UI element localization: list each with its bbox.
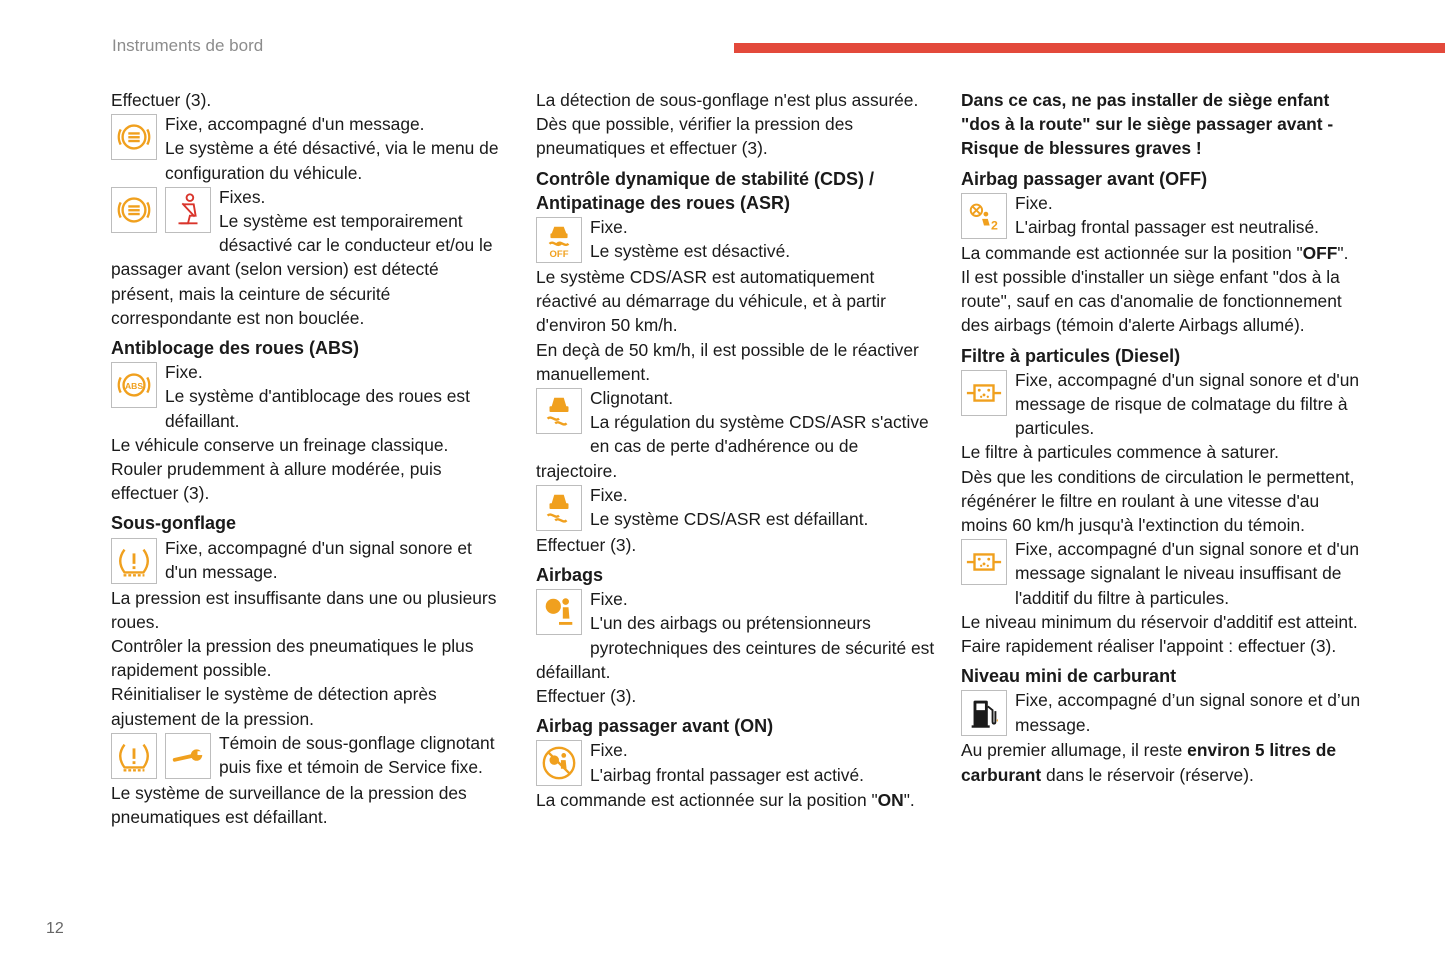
indicator-block	[111, 536, 506, 586]
indicator-block	[961, 191, 1361, 241]
indicator-description: L'un des airbags ou prétensionneurs pyrotechniques des ceintures de sécurité est défaillant.	[536, 613, 935, 682]
paragraph: Le système CDS/ASR est automatiquement réactivé au démarrage du véhicule, et à partir d'environ 50 km/h.	[536, 267, 886, 336]
paragraph: Réinitialiser le système de détection après ajustement de la pression.	[111, 684, 437, 729]
indicator-description: Fixe, accompagné d'un signal sonore et d'un message de risque de colmatage du filtre à particules.	[1015, 369, 1360, 439]
text-fragment: ".	[903, 790, 915, 811]
indicator-state: Fixe.	[1015, 192, 1053, 213]
indicator-description: Fixe, accompagné d'un signal sonore et d'un message.	[165, 537, 472, 582]
esp-off-icon	[536, 217, 582, 263]
paragraph	[536, 788, 936, 812]
column-3	[961, 88, 1361, 787]
indicator-state: Fixe, accompagné d'un message.	[165, 114, 425, 135]
text-fragment: La commande est actionnée sur la position "	[536, 790, 878, 811]
section-heading-airbag-on: Airbag passager avant (ON)	[536, 716, 774, 737]
indicator-block	[111, 112, 506, 185]
tyre-pressure-icon	[111, 733, 157, 779]
page-number: 12	[46, 920, 64, 937]
section-heading-airbag-off: Airbag passager avant (OFF)	[961, 168, 1208, 189]
indicator-description: Le système a été désactivé, via le menu de configuration du véhicule.	[165, 138, 499, 183]
airbag-off-icon	[961, 193, 1007, 239]
indicator-block	[536, 386, 936, 483]
header-accent-bar	[734, 43, 1445, 53]
esp-icon	[536, 388, 582, 434]
indicator-block	[961, 368, 1361, 441]
text-fragment: Au premier allumage, il reste	[961, 740, 1188, 761]
particle-filter-icon	[961, 539, 1007, 585]
indicator-block	[961, 537, 1361, 610]
indicator-block	[111, 360, 506, 433]
text-fragment: dans le réservoir (réserve).	[1041, 764, 1254, 785]
svg-text:2: 2	[991, 218, 998, 233]
abs-icon	[111, 362, 157, 408]
paragraph: Effectuer (3).	[536, 686, 637, 707]
paragraph: Effectuer (3).	[111, 90, 212, 110]
paragraph	[961, 241, 1361, 265]
text-fragment: ".	[1337, 242, 1349, 263]
paragraph: La détection de sous-gonflage n'est plus assurée.	[536, 90, 919, 110]
service-wrench-icon	[165, 733, 211, 779]
indicator-description: Le système d'antiblocage des roues est défaillant.	[165, 386, 470, 431]
paragraph: Dès que possible, vérifier la pression des pneumatiques et effectuer (3).	[536, 114, 854, 159]
paragraph: Le niveau minimum du réservoir d'additif est atteint.	[961, 611, 1358, 632]
indicator-description: Fixe, accompagné d'un signal sonore et d'un message signalant le niveau insuffisant de l'additif du filtre à particules.	[1015, 539, 1360, 608]
airbag-on-icon	[536, 740, 582, 786]
seatbelt-system-icon	[111, 114, 157, 160]
indicator-block	[536, 483, 936, 533]
column-1	[111, 88, 506, 829]
section-heading-particle-filter: Filtre à particules (Diesel)	[961, 345, 1181, 366]
paragraph: Dès que les conditions de circulation le permettent, régénérer le filtre en roulant à une vitesse d'au moins 60 km/h jusqu'à l'extinction du témoin.	[961, 466, 1355, 536]
position-label-off: OFF	[1302, 242, 1338, 263]
section-heading-fuel-level: Niveau mini de carburant	[961, 666, 1177, 687]
paragraph: Il est possible d'installer un siège enfant "dos à la route", sauf en cas d'anomalie de fonctionnement des airbags (témoin d'alerte Airbags allumé).	[961, 267, 1342, 336]
indicator-description: Le système CDS/ASR est défaillant.	[590, 509, 869, 530]
paragraph: En deçà de 50 km/h, il est possible de le réactiver manuellement.	[536, 339, 919, 384]
indicator-state: Fixe.	[590, 589, 628, 610]
indicator-state: Fixe.	[590, 740, 628, 761]
particle-filter-icon	[961, 370, 1007, 416]
indicator-description: Le système est temporairement désactivé car le conducteur et/ou le passager avant (selon version) est détecté présent, mais la ceinture de sécurité correspondante est non bouclée.	[111, 211, 493, 328]
section-heading-cds-asr: Contrôle dynamique de stabilité (CDS) / Antipatinage des roues (ASR)	[536, 168, 875, 213]
indicator-description: La régulation du système CDS/ASR s'active en cas de perte d'adhérence ou de trajectoire.	[536, 412, 929, 481]
reserve-amount: environ 5 litres de carburant	[961, 740, 1337, 785]
tyre-pressure-icon	[111, 538, 157, 584]
paragraph: La pression est insuffisante dans une ou plusieurs roues.	[111, 587, 497, 632]
svg-text:ABS: ABS	[124, 381, 144, 392]
indicator-block	[536, 215, 936, 265]
text-fragment: La commande est actionnée sur la position "	[961, 242, 1303, 263]
indicator-description: L'airbag frontal passager est neutralisé.	[1015, 217, 1319, 238]
indicator-state: Fixes.	[219, 186, 266, 207]
indicator-state: Fixe.	[590, 484, 628, 505]
paragraph	[961, 738, 1361, 786]
paragraph: Le véhicule conserve un freinage classique.	[111, 434, 449, 455]
section-heading-underinflation: Sous-gonflage	[111, 513, 236, 534]
seatbelt-unfastened-icon	[165, 187, 211, 233]
indicator-description: L'airbag frontal passager est activé.	[590, 764, 864, 785]
paragraph: Faire rapidement réaliser l'appoint : effectuer (3).	[961, 636, 1337, 657]
indicator-block	[961, 688, 1361, 738]
column-2	[536, 88, 936, 813]
seatbelt-system-icon	[111, 187, 157, 233]
paragraph: Le filtre à particules commence à saturer.	[961, 442, 1280, 463]
indicator-block	[111, 185, 506, 330]
esp-icon	[536, 485, 582, 531]
indicator-block	[111, 731, 506, 781]
indicator-description: Témoin de sous-gonflage clignotant puis fixe et témoin de Service fixe.	[219, 732, 495, 778]
indicator-block	[536, 587, 936, 684]
indicator-description: Fixe, accompagné d’un signal sonore et d’un message.	[1015, 690, 1361, 735]
position-label-on: ON	[877, 790, 904, 811]
svg-text:OFF: OFF	[549, 249, 569, 260]
page-header-title: Instruments de bord	[112, 36, 264, 55]
paragraph: Rouler prudemment à allure modérée, puis effectuer (3).	[111, 459, 442, 504]
indicator-block	[536, 738, 936, 788]
section-heading-abs: Antiblocage des roues (ABS)	[111, 338, 360, 359]
indicator-state: Clignotant.	[590, 388, 674, 409]
section-heading-airbags: Airbags	[536, 565, 604, 586]
airbag-icon	[536, 589, 582, 635]
paragraph: Contrôler la pression des pneumatiques le plus rapidement possible.	[111, 636, 474, 681]
indicator-state: Fixe.	[590, 217, 628, 238]
fuel-pump-icon	[961, 690, 1007, 736]
indicator-state: Fixe.	[165, 362, 203, 383]
paragraph: Effectuer (3).	[536, 534, 637, 555]
indicator-description: Le système est désactivé.	[590, 241, 791, 262]
paragraph: Le système de surveillance de la pression des pneumatiques est défaillant.	[111, 782, 467, 828]
safety-warning: Dans ce cas, ne pas installer de siège enfant "dos à la route" sur le siège passager avant - Risque de blessures graves !	[961, 90, 1334, 159]
